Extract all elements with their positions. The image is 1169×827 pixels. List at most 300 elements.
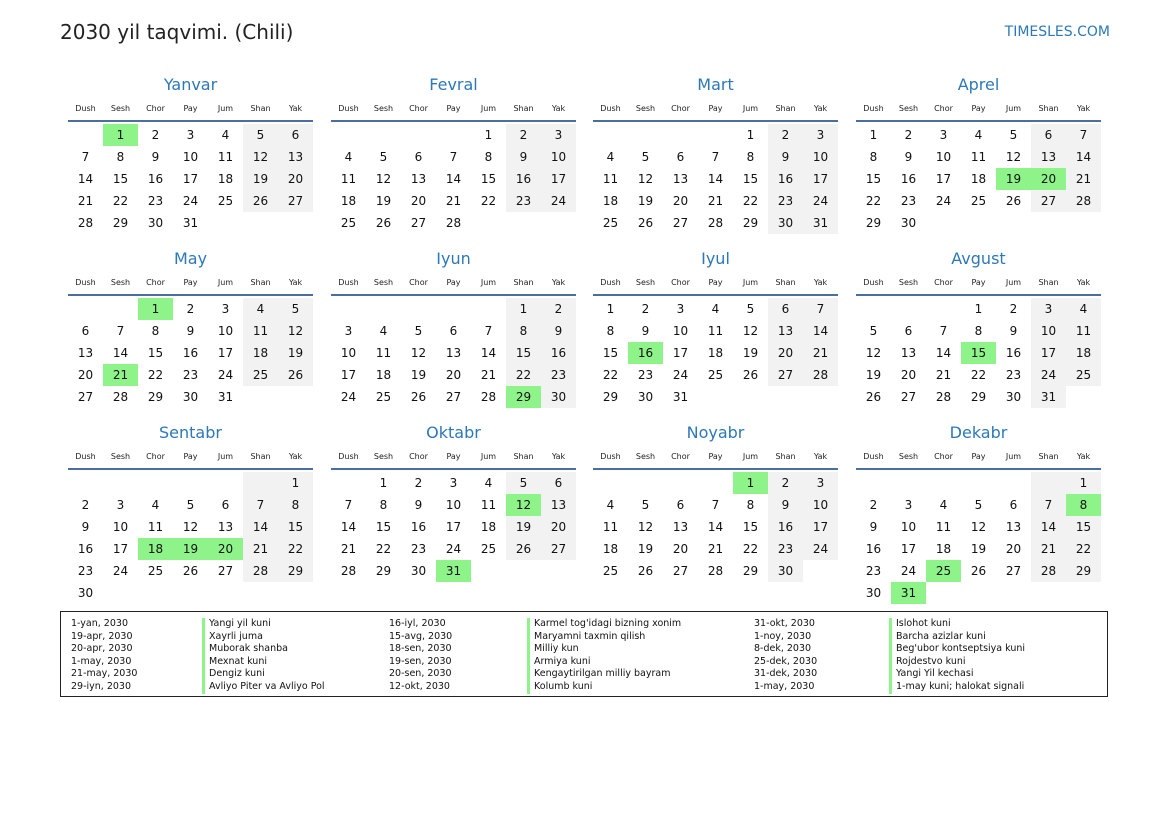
day-cell: 16 [147, 172, 164, 186]
month-fevral [331, 74, 576, 234]
day-cell: 26 [506, 538, 541, 560]
day-cell: 16 [865, 542, 882, 556]
day-cell: 10 [182, 150, 199, 164]
day-cell: 14 [445, 172, 462, 186]
empty-cell [331, 298, 366, 320]
day-cell: 12 [742, 324, 759, 338]
day-cell: 23 [1005, 368, 1022, 382]
day-cell: 22 [480, 194, 497, 208]
day-cell: 18 [935, 542, 952, 556]
day-cell: 12 [182, 520, 199, 534]
day-cell: 6 [1009, 498, 1018, 512]
empty-cell [243, 582, 278, 604]
day-cell: 4 [379, 324, 388, 338]
empty-cell [593, 124, 628, 146]
day-cell: 27 [900, 390, 917, 404]
day-cell: 21 [707, 194, 724, 208]
holiday-day-cell: 16 [628, 342, 663, 364]
weekday-label: Yak [1076, 278, 1091, 287]
weekday-label: Shan [250, 278, 271, 287]
empty-cell [926, 212, 961, 234]
day-cell: 5 [746, 302, 755, 316]
day-cell: 2 [81, 498, 90, 512]
weekday-label: Pay [708, 104, 723, 113]
empty-cell [961, 582, 996, 604]
empty-cell [401, 124, 436, 146]
day-cell: 29 [375, 564, 392, 578]
holiday-day-cell: 20 [208, 538, 243, 560]
weekday-label: Yak [551, 104, 566, 113]
day-cell: 22 [1066, 538, 1101, 560]
day-cell: 7 [1031, 494, 1066, 516]
holiday-date: 1-noy, 2030 [754, 630, 812, 642]
day-cell: 15 [147, 346, 164, 360]
day-cell: 14 [480, 346, 497, 360]
day-cell: 29 [112, 216, 129, 230]
holiday-date: 1-may, 2030 [754, 680, 815, 692]
holiday-dates-column [389, 618, 452, 694]
weekday-label: Chor [409, 452, 428, 461]
day-cell: 23 [506, 190, 541, 212]
month-iyun [331, 248, 576, 408]
day-cell: 17 [182, 172, 199, 186]
day-cell: 14 [707, 172, 724, 186]
day-cell: 6 [676, 150, 685, 164]
day-cell: 29 [742, 216, 759, 230]
holiday-date: 31-dek, 2030 [754, 668, 818, 680]
day-cell: 26 [637, 564, 654, 578]
day-cell: 29 [742, 564, 759, 578]
day-cell: 4 [606, 150, 615, 164]
day-cell: 22 [865, 194, 882, 208]
day-cell: 22 [375, 542, 392, 556]
weekday-label: Yak [288, 278, 303, 287]
day-cell: 27 [278, 190, 313, 212]
month-title: Mart [697, 75, 734, 94]
day-cell: 12 [637, 172, 654, 186]
day-cell: 13 [77, 346, 94, 360]
day-cell: 7 [344, 498, 353, 512]
weekday-label: Shan [513, 278, 534, 287]
day-cell: 20 [77, 368, 94, 382]
empty-cell [593, 472, 628, 494]
holiday-day-cell: 15 [961, 342, 996, 364]
holiday-date: 29-iyn, 2030 [71, 680, 132, 692]
month-yanvar [68, 74, 313, 234]
day-cell: 26 [970, 564, 987, 578]
day-cell: 10 [541, 146, 576, 168]
day-cell: 19 [865, 368, 882, 382]
day-cell: 14 [1066, 146, 1101, 168]
day-grid [68, 472, 313, 604]
day-cell: 27 [445, 390, 462, 404]
day-cell: 10 [340, 346, 357, 360]
day-cell: 11 [935, 520, 952, 534]
empty-cell [208, 472, 243, 494]
day-cell: 16 [77, 542, 94, 556]
weekday-label: Shan [775, 104, 796, 113]
day-cell: 25 [1066, 364, 1101, 386]
day-cell: 11 [480, 498, 497, 512]
day-cell: 24 [445, 542, 462, 556]
day-cell: 30 [77, 586, 94, 600]
empty-cell [68, 124, 103, 146]
weekday-label: Dush [338, 452, 359, 461]
weekday-label: Sesh [110, 104, 131, 113]
weekday-label: Dush [75, 452, 96, 461]
month-iyul [593, 248, 838, 408]
weekday-label: Yak [1076, 104, 1091, 113]
holiday-day-cell: 21 [103, 364, 138, 386]
day-cell: 12 [243, 146, 278, 168]
empty-cell [173, 582, 208, 604]
day-cell: 26 [410, 390, 427, 404]
empty-cell [436, 124, 471, 146]
weekday-label: Sesh [110, 452, 131, 461]
day-cell: 4 [974, 128, 983, 142]
empty-cell [1066, 212, 1101, 234]
day-cell: 17 [803, 516, 838, 538]
weekday-label: Pay [183, 104, 198, 113]
empty-cell [68, 298, 103, 320]
weekday-label: Chor [146, 104, 165, 113]
day-cell: 11 [375, 346, 392, 360]
day-cell: 5 [243, 124, 278, 146]
day-cell: 29 [970, 390, 987, 404]
weekday-label: Yak [288, 104, 303, 113]
empty-cell [68, 472, 103, 494]
empty-cell [278, 582, 313, 604]
empty-cell [401, 298, 436, 320]
holidays-list [60, 611, 1108, 697]
day-cell: 24 [1031, 364, 1066, 386]
day-cell: 16 [900, 172, 917, 186]
weekday-label: Chor [671, 104, 690, 113]
empty-cell [243, 386, 278, 408]
day-cell: 22 [278, 538, 313, 560]
holiday-name: Xayrli juma [202, 631, 325, 644]
day-cell: 14 [112, 346, 129, 360]
day-cell: 3 [904, 498, 913, 512]
day-cell: 11 [602, 520, 619, 534]
holiday-name: Kolumb kuni [527, 681, 681, 694]
holiday-date: 25-dek, 2030 [754, 655, 818, 667]
empty-cell [996, 472, 1031, 494]
weekday-label: Pay [971, 104, 986, 113]
day-cell: 5 [414, 324, 423, 338]
weekday-label: Yak [288, 452, 303, 461]
day-cell: 29 [865, 216, 882, 230]
day-cell: 19 [742, 346, 759, 360]
day-cell: 21 [77, 194, 94, 208]
day-cell: 26 [243, 190, 278, 212]
day-cell: 27 [1031, 190, 1066, 212]
month-avgust [856, 248, 1101, 408]
day-cell: 13 [768, 320, 803, 342]
day-cell: 31 [672, 390, 689, 404]
weekday-header [331, 102, 576, 122]
weekday-label: Yak [813, 104, 828, 113]
day-cell: 10 [445, 498, 462, 512]
empty-cell [1031, 212, 1066, 234]
weekday-label: Dush [338, 104, 359, 113]
day-cell: 7 [81, 150, 90, 164]
day-cell: 27 [1005, 564, 1022, 578]
day-cell: 25 [243, 364, 278, 386]
day-cell: 15 [742, 520, 759, 534]
day-cell: 25 [602, 564, 619, 578]
day-cell: 1 [379, 476, 388, 490]
day-cell: 28 [1066, 190, 1101, 212]
day-cell: 9 [541, 320, 576, 342]
day-grid [593, 472, 838, 582]
weekday-header [856, 102, 1101, 122]
weekday-label: Chor [671, 278, 690, 287]
weekday-label: Chor [409, 278, 428, 287]
empty-cell [243, 472, 278, 494]
day-cell: 15 [375, 520, 392, 534]
day-cell: 30 [637, 390, 654, 404]
holiday-day-cell: 29 [506, 386, 541, 408]
weekday-label: Chor [671, 452, 690, 461]
day-cell: 7 [803, 298, 838, 320]
empty-cell [856, 298, 891, 320]
empty-cell [698, 124, 733, 146]
day-cell: 31 [217, 390, 234, 404]
day-cell: 7 [711, 150, 720, 164]
weekday-label: Chor [409, 104, 428, 113]
day-cell: 2 [541, 298, 576, 320]
weekday-label: Shan [775, 278, 796, 287]
weekday-label: Sesh [635, 104, 656, 113]
holiday-name: Karmel tog'idagi bizning xonim [527, 618, 681, 631]
holiday-date: 1-may, 2030 [71, 655, 132, 667]
weekday-label: Sesh [373, 278, 394, 287]
holiday-names-column [527, 618, 681, 694]
day-cell: 18 [970, 172, 987, 186]
holiday-day-cell: 8 [1066, 494, 1101, 516]
empty-cell [733, 386, 768, 408]
day-cell: 27 [77, 390, 94, 404]
day-cell: 1 [869, 128, 878, 142]
day-cell: 2 [641, 302, 650, 316]
day-cell: 15 [1066, 516, 1101, 538]
day-cell: 2 [186, 302, 195, 316]
day-cell: 15 [602, 346, 619, 360]
holiday-day-cell: 25 [926, 560, 961, 582]
day-cell: 29 [602, 390, 619, 404]
day-cell: 8 [116, 150, 125, 164]
day-cell: 15 [742, 172, 759, 186]
day-cell: 9 [1009, 324, 1018, 338]
day-cell: 13 [541, 494, 576, 516]
day-cell: 24 [217, 368, 234, 382]
empty-cell [803, 386, 838, 408]
day-cell: 4 [1066, 298, 1101, 320]
site-link[interactable]: TIMESLES.COM [1004, 24, 1110, 40]
holiday-names-column [202, 618, 325, 694]
weekday-label: Chor [146, 452, 165, 461]
day-cell: 3 [676, 302, 685, 316]
day-cell: 8 [278, 494, 313, 516]
weekday-label: Jum [217, 452, 234, 461]
day-cell: 23 [541, 364, 576, 386]
weekday-label: Jum [742, 278, 759, 287]
day-cell: 2 [1009, 302, 1018, 316]
day-cell: 13 [1031, 146, 1066, 168]
day-cell: 23 [637, 368, 654, 382]
month-noyabr [593, 422, 838, 582]
day-cell: 5 [1009, 128, 1018, 142]
weekday-label: Shan [250, 452, 271, 461]
day-cell: 14 [935, 346, 952, 360]
weekday-label: Dush [600, 104, 621, 113]
day-cell: 5 [974, 498, 983, 512]
day-cell: 3 [1031, 298, 1066, 320]
empty-cell [173, 472, 208, 494]
day-cell: 28 [340, 564, 357, 578]
weekday-label: Pay [971, 278, 986, 287]
empty-cell [103, 582, 138, 604]
day-cell: 23 [77, 564, 94, 578]
holiday-date: 21-may, 2030 [71, 668, 138, 680]
day-cell: 2 [768, 472, 803, 494]
empty-cell [208, 582, 243, 604]
day-cell: 9 [186, 324, 195, 338]
day-cell: 2 [904, 128, 913, 142]
day-cell: 23 [182, 368, 199, 382]
weekday-header [331, 450, 576, 470]
day-cell: 26 [182, 564, 199, 578]
day-cell: 31 [182, 216, 199, 230]
day-cell: 10 [672, 324, 689, 338]
weekday-label: Jum [1005, 452, 1022, 461]
day-cell: 9 [869, 520, 878, 534]
weekday-label: Yak [813, 452, 828, 461]
weekday-label: Chor [934, 278, 953, 287]
day-cell: 3 [186, 128, 195, 142]
day-cell: 1 [278, 472, 313, 494]
holiday-dates-column [754, 618, 817, 694]
empty-cell [891, 472, 926, 494]
empty-cell [103, 298, 138, 320]
day-cell: 19 [375, 194, 392, 208]
day-cell: 6 [278, 124, 313, 146]
month-mart [593, 74, 838, 234]
day-cell: 26 [1005, 194, 1022, 208]
day-grid [593, 298, 838, 408]
day-cell: 17 [541, 168, 576, 190]
page-title: 2030 yil taqvimi. (Chili) [60, 20, 294, 44]
day-cell: 22 [742, 542, 759, 556]
day-cell: 29 [1066, 560, 1101, 582]
weekday-label: Sesh [635, 278, 656, 287]
empty-cell [628, 124, 663, 146]
day-cell: 7 [449, 150, 458, 164]
day-cell: 12 [278, 320, 313, 342]
day-cell: 21 [1066, 168, 1101, 190]
day-cell: 29 [278, 560, 313, 582]
day-cell: 15 [506, 342, 541, 364]
holiday-name: Avliyo Piter va Avliyo Pol [202, 681, 325, 694]
day-cell: 15 [480, 172, 497, 186]
holiday-day-cell: 31 [436, 560, 471, 582]
month-title: May [173, 249, 208, 268]
empty-cell [698, 472, 733, 494]
day-cell: 30 [1005, 390, 1022, 404]
day-cell: 28 [803, 364, 838, 386]
empty-cell [926, 582, 961, 604]
empty-cell [961, 472, 996, 494]
empty-cell [1066, 386, 1101, 408]
holiday-name: Kengaytirilgan milliy bayram [527, 668, 681, 681]
holiday-name: Beg'ubor kontseptsiya kuni [889, 643, 1025, 656]
holiday-name: Barcha azizlar kuni [889, 631, 1025, 644]
weekday-label: Yak [813, 278, 828, 287]
day-cell: 12 [865, 346, 882, 360]
day-cell: 21 [243, 538, 278, 560]
day-cell: 20 [278, 168, 313, 190]
day-cell: 4 [606, 498, 615, 512]
day-cell: 16 [506, 168, 541, 190]
day-cell: 2 [768, 124, 803, 146]
day-cell: 20 [410, 194, 427, 208]
day-cell: 9 [414, 498, 423, 512]
day-cell: 5 [186, 498, 195, 512]
day-cell: 24 [541, 190, 576, 212]
empty-cell [331, 472, 366, 494]
day-cell: 22 [742, 194, 759, 208]
empty-cell [278, 212, 313, 234]
day-cell: 18 [602, 542, 619, 556]
day-cell: 8 [974, 324, 983, 338]
day-cell: 22 [970, 368, 987, 382]
weekday-label: Pay [183, 452, 198, 461]
day-cell: 9 [641, 324, 650, 338]
day-cell: 4 [151, 498, 160, 512]
day-cell: 18 [480, 520, 497, 534]
holiday-name: Rojdestvo kuni [889, 656, 1025, 669]
day-cell: 30 [410, 564, 427, 578]
day-cell: 3 [221, 302, 230, 316]
day-cell: 3 [803, 472, 838, 494]
empty-cell [208, 212, 243, 234]
day-cell: 28 [77, 216, 94, 230]
day-cell: 2 [506, 124, 541, 146]
day-cell: 1 [606, 302, 615, 316]
day-cell: 16 [182, 346, 199, 360]
day-cell: 13 [410, 172, 427, 186]
weekday-label: Pay [708, 452, 723, 461]
day-grid [593, 124, 838, 234]
weekday-label: Sesh [373, 452, 394, 461]
month-title: Sentabr [159, 423, 222, 442]
day-cell: 21 [935, 368, 952, 382]
day-cell: 26 [375, 216, 392, 230]
weekday-label: Dush [75, 104, 96, 113]
day-cell: 9 [768, 494, 803, 516]
empty-cell [1031, 582, 1066, 604]
weekday-header [593, 450, 838, 470]
day-cell: 3 [116, 498, 125, 512]
day-cell: 2 [414, 476, 423, 490]
empty-cell [471, 212, 506, 234]
day-cell: 3 [344, 324, 353, 338]
empty-cell [103, 472, 138, 494]
day-cell: 20 [541, 516, 576, 538]
day-cell: 13 [672, 520, 689, 534]
day-cell: 28 [445, 216, 462, 230]
